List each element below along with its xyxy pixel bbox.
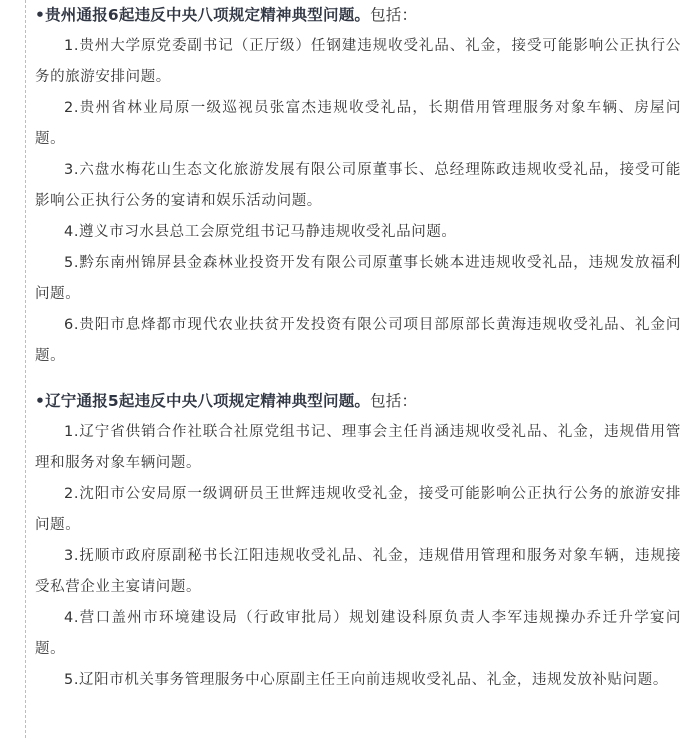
bullet-icon: •: [35, 6, 46, 24]
section-title: 辽宁通报5起违反中央八项规定精神典型问题。: [45, 392, 371, 410]
left-dashed-rule: [25, 0, 26, 738]
list-item: 3.六盘水梅花山生态文化旅游发展有限公司原董事长、总经理陈政违规收受礼品，接受可能影响公正执行公务的宴请和娱乐活动问题。: [35, 162, 681, 209]
list-item: 1.辽宁省供销合作社联合社原党组书记、理事会主任肖涵违规收受礼品、礼金，违规借用管理和服务对象车辆问题。: [35, 424, 681, 471]
list-item: 5.辽阳市机关事务管理服务中心原副主任王向前违规收受礼品、礼金，违规发放补贴问题。: [64, 672, 668, 688]
list-item: 4.营口盖州市环境建设局（行政审批局）规划建设科原负责人李军违规操办乔迁升学宴问题。: [35, 610, 681, 657]
list-item: 2.贵州省林业局原一级巡视员张富杰违规收受礼品，长期借用管理服务对象车辆、房屋问题。: [35, 100, 681, 147]
section-title: 贵州通报6起违反中央八项规定精神典型问题。: [45, 6, 371, 24]
section-heading: [35, 386, 681, 417]
article-content: [35, 0, 681, 696]
list-item: 5.黔东南州锦屏县金森林业投资开发有限公司原董事长姚本进违规收受礼品，违规发放福利问题。: [35, 255, 681, 302]
section-suffix: 包括：: [370, 6, 418, 24]
list-item: 6.贵阳市息烽都市现代农业扶贫开发投资有限公司项目部原部长黄海违规收受礼品、礼金问题。: [35, 317, 681, 364]
list-item: 4.遵义市习水县总工会原党组书记马静违规收受礼品问题。: [64, 224, 457, 240]
section-heading: [35, 0, 681, 31]
section-suffix: 包括：: [370, 392, 418, 410]
list-item: 2.沈阳市公安局原一级调研员王世辉违规收受礼金，接受可能影响公正执行公务的旅游安排问题。: [35, 486, 681, 533]
section-guizhou: [35, 0, 681, 372]
section-liaoning: [35, 386, 681, 696]
bullet-icon: •: [35, 392, 46, 410]
list-item: 1.贵州大学原党委副书记（正厅级）任钢建违规收受礼品、礼金，接受可能影响公正执行公务的旅游安排问题。: [35, 38, 681, 85]
list-item: 3.抚顺市政府原副秘书长江阳违规收受礼品、礼金，违规借用管理和服务对象车辆，违规接受私营企业主宴请问题。: [35, 548, 681, 595]
